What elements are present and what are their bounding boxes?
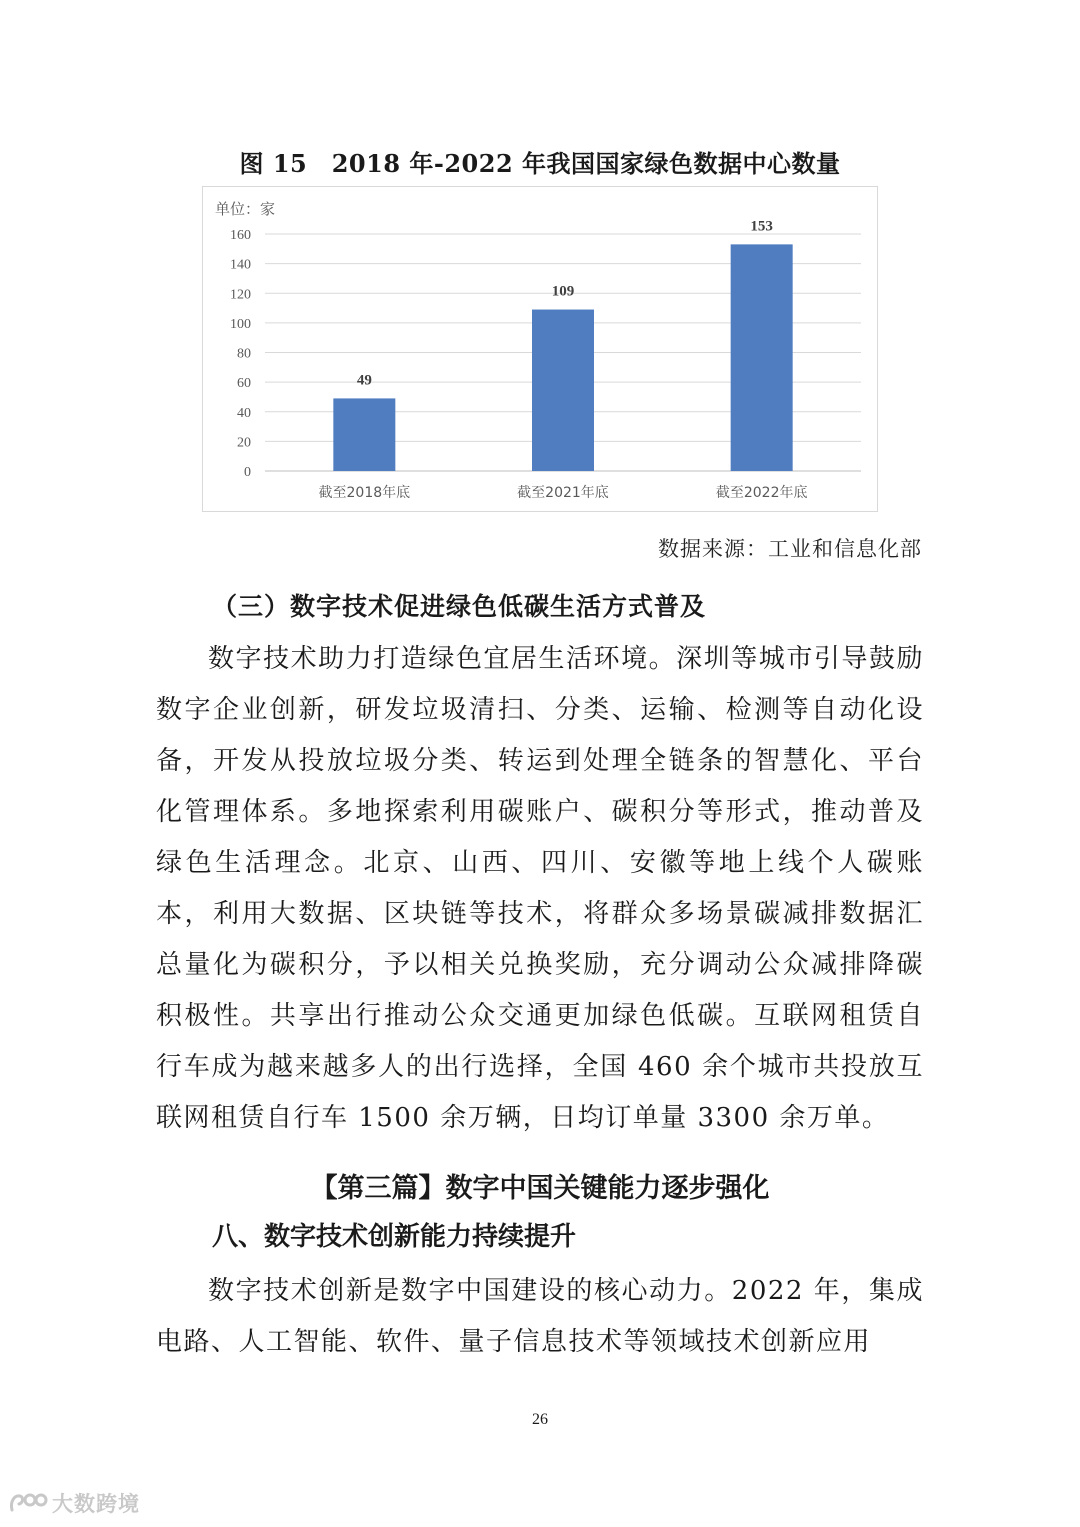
section-title: （三）数字技术促进绿色低碳生活方式普及: [212, 592, 707, 621]
figure-title: 图 15 2018 年-2022 年我国国家绿色数据中心数量: [239, 149, 841, 178]
part-title: 【第三篇】数字中国关键能力逐步强化: [310, 1173, 770, 1204]
watermark: [8, 1488, 140, 1518]
category-label: 截至2021年底: [517, 485, 609, 501]
unit-label: 单位：家: [215, 200, 276, 218]
y-tick-label: 160: [230, 228, 251, 243]
section-paragraph: 数字技术助力打造绿色宜居生活环境。深圳等城市引导鼓励数字企业创新，研发垃圾清扫、分类、运输、检测等自动化设备，开发从投放垃圾分类、转运到处理全链条的智慧化、平台化管理体系。多地探索利用碳账户、碳积分等形式，推动普及绿色生活理念。北京、山西、四川、安徽等地上线个人碳账本，利用大数据、区块链等技术，将群众多场景碳减排数据汇总量化为碳积分，予以相关兑换奖励，充分调动公众减排降碳积极性。共享出行推动公众交通更加绿色低碳。互联网租赁自行车成为越来越多人的出行选择，全国 460 余个城市共投放互联网租赁自行车 1500 余万辆，日均订单量 3300 余万单。: [156, 644, 924, 1133]
bar-chart: [202, 186, 878, 512]
data-label: 49: [356, 372, 372, 389]
page-number: 26: [532, 1411, 548, 1428]
category-label: 截至2018年底: [318, 485, 411, 501]
y-tick-label: 80: [237, 346, 251, 362]
y-tick-label: 40: [237, 405, 251, 421]
logo-icon: [8, 1490, 48, 1516]
y-tick-label: 140: [230, 257, 251, 273]
data-source: 数据来源：工业和信息化部: [658, 537, 922, 561]
category-label: 截至2022年底: [715, 485, 808, 501]
chapter-title: 八、数字技术创新能力持续提升: [212, 1222, 577, 1252]
bar-3: [731, 244, 793, 471]
watermark-text: 大数跨境: [52, 1492, 140, 1516]
bar-2: [532, 310, 594, 471]
chapter-paragraph: 数字技术创新是数字中国建设的核心动力。2022 年，集成电路、人工智能、软件、量子信息技术等领域技术创新应用: [156, 1276, 924, 1357]
data-label: 109: [551, 283, 575, 300]
y-tick-label: 0: [244, 465, 251, 480]
y-tick-label: 120: [230, 287, 251, 303]
chart-svg: [203, 187, 879, 513]
y-tick-label: 100: [230, 316, 251, 332]
y-tick-label: 20: [237, 435, 251, 451]
data-label: 153: [750, 218, 773, 235]
bar-1: [333, 398, 395, 471]
y-tick-label: 60: [237, 376, 251, 392]
